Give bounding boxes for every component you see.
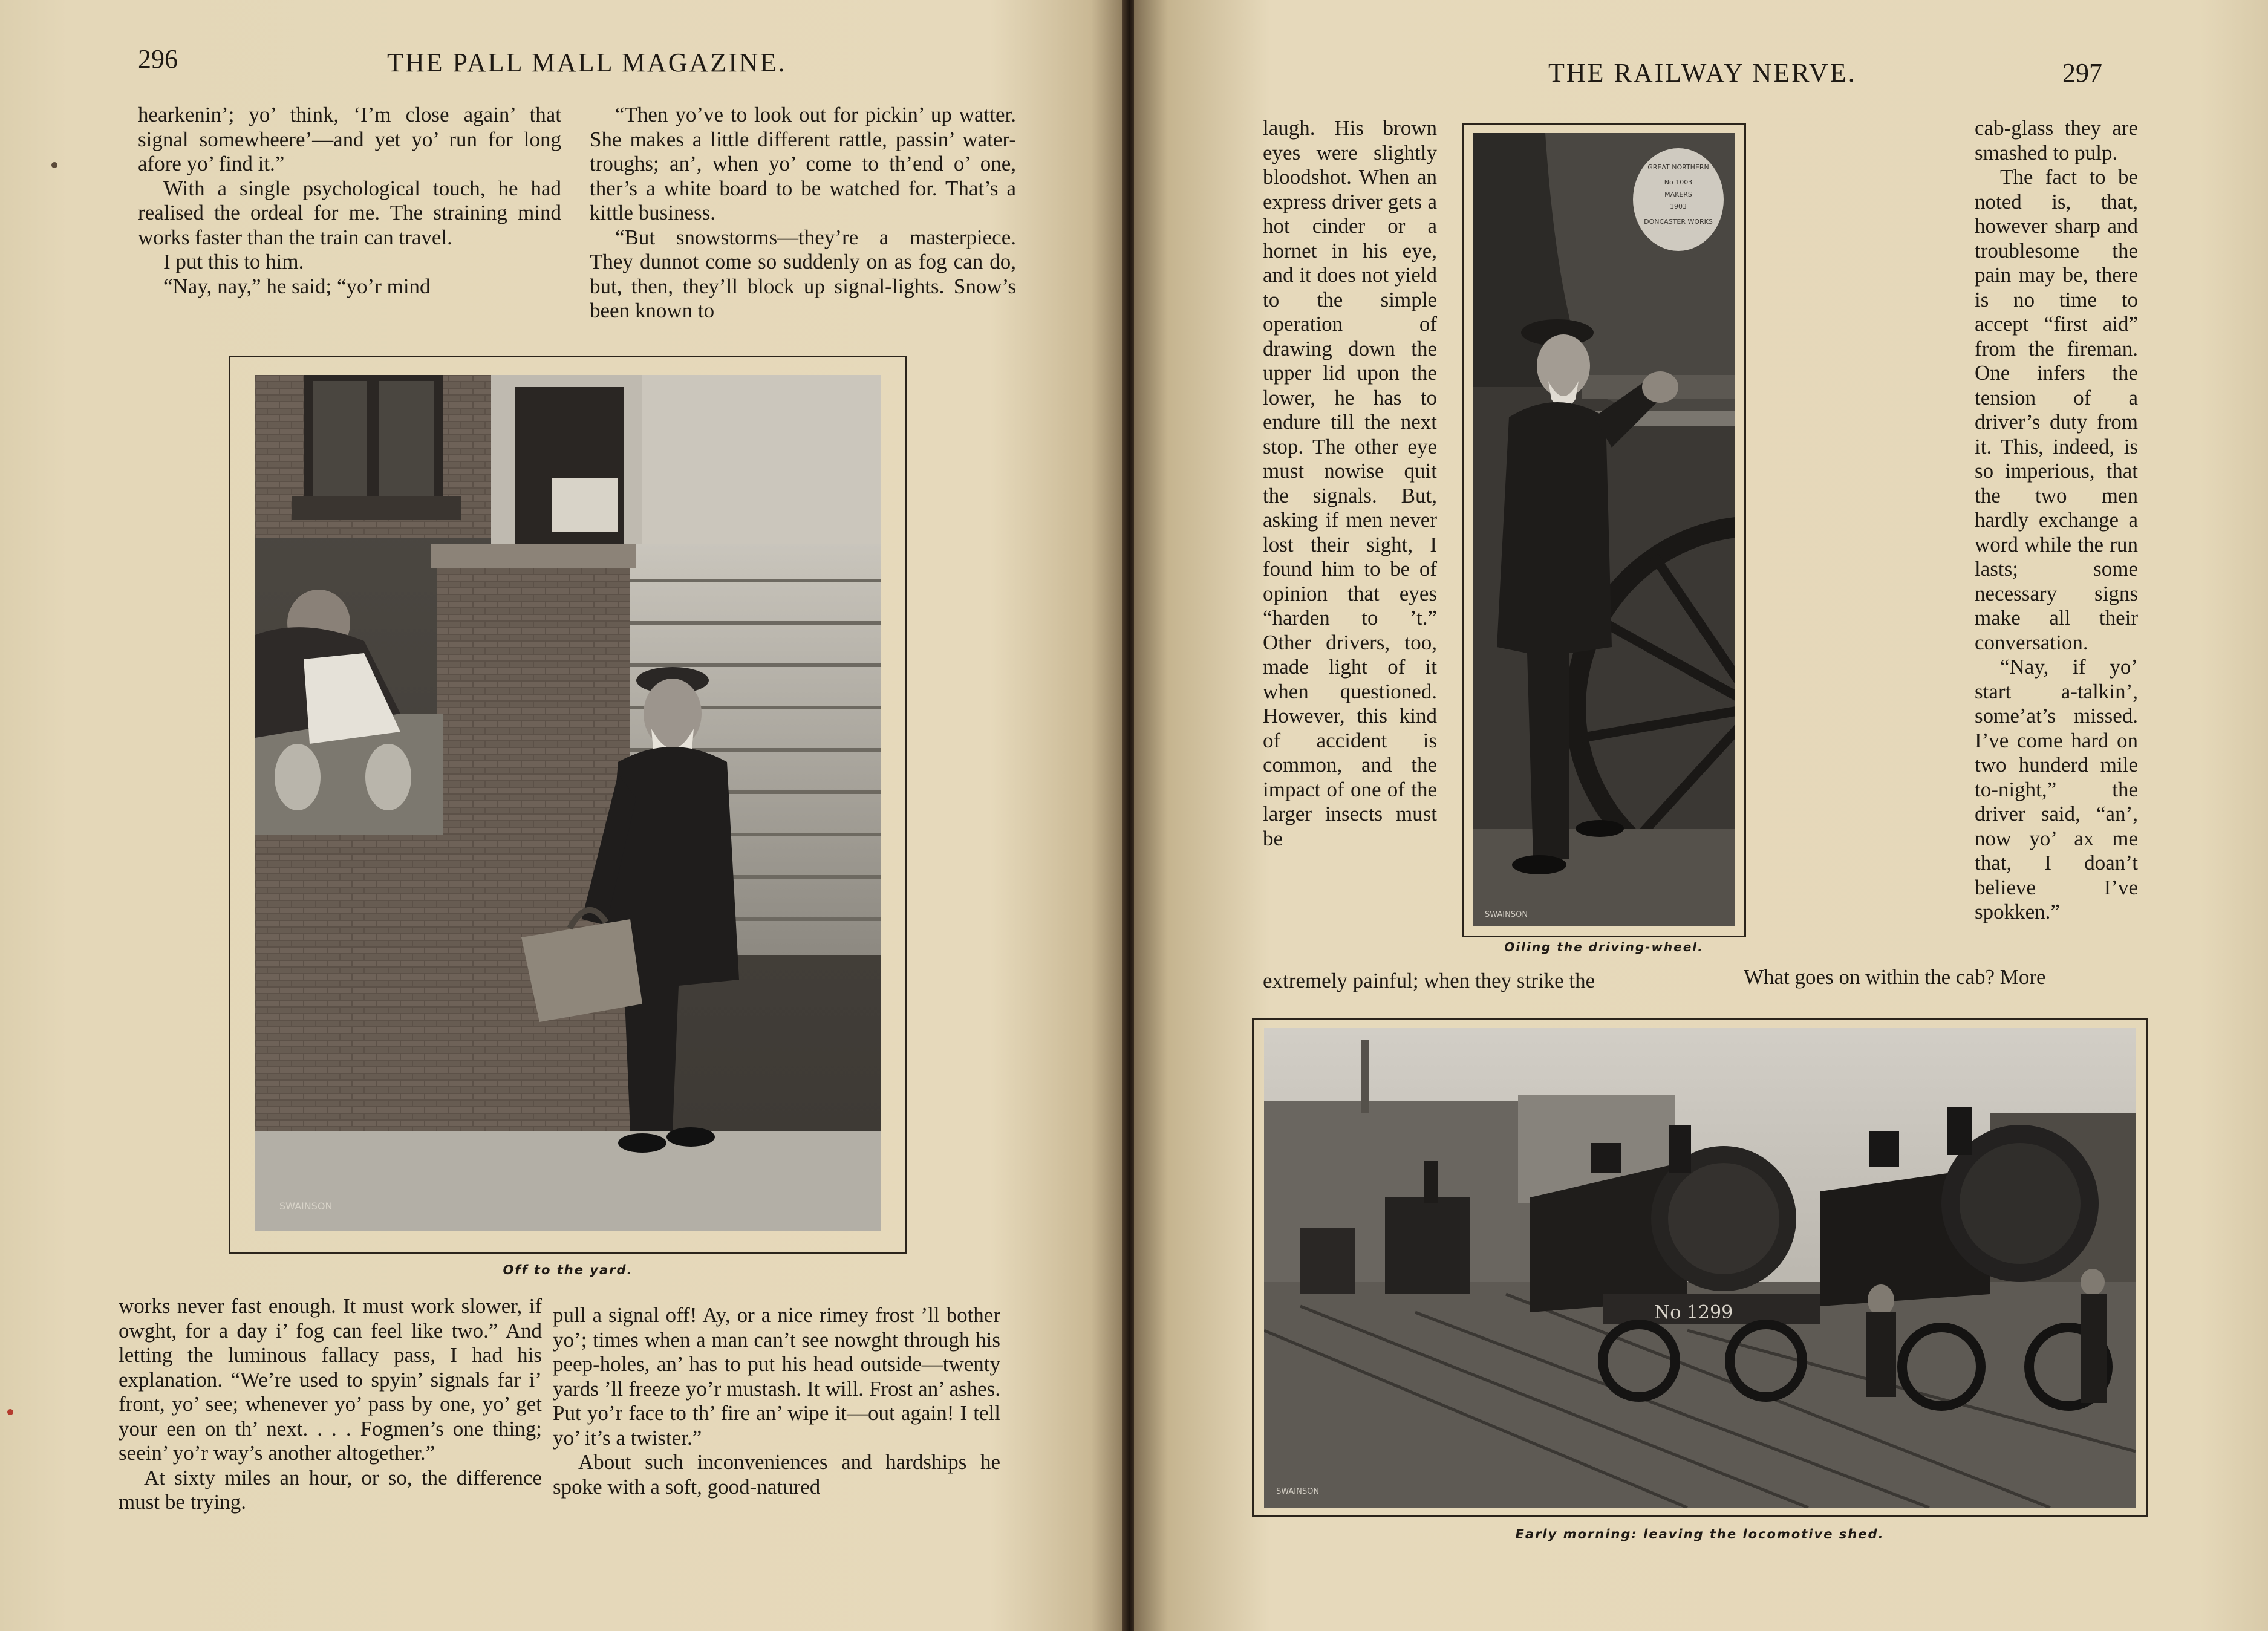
photo-early-morning-locomotive-shed [1264, 1028, 2136, 1508]
left-page [0, 0, 1125, 1631]
column-1-bottom [119, 1294, 542, 1515]
margin-mark [7, 1409, 13, 1415]
paragraph: The fact to be noted is, that, however sharp and troublesome the pain may be, there is no time to accept “first aid” from the fireman. One infers the tension of a driver’s duty from it. This, indeed, is so imperious, that the two men hardly exchange a word while the run lasts; some necessary signs make all their conversation. [1975, 165, 2138, 654]
column-1-top [138, 103, 561, 299]
paragraph: At sixty miles an hour, or so, the difference must be trying. [119, 1465, 542, 1514]
photo-signature: SWAINSON [279, 1200, 333, 1212]
running-head: THE RAILWAY NERVE. [1548, 58, 1857, 88]
margin-mark [51, 162, 57, 168]
plate-text: MAKERS [1664, 190, 1692, 198]
paragraph: “Then yo’ve to look out for pickin’ up watter. She makes a little different rattle, passin’ water-troughs; an’, when yo’ come to th’end o’ one, ther’s a white board to be watched for. That’s a kittle business. [590, 103, 1016, 224]
page-number: 297 [2062, 58, 2102, 88]
paragraph: “Nay, nay,” he said; “yo’r mind [163, 274, 431, 298]
paragraph: “Nay, if yo’ start a-talkin’, some’at’s missed. I’ve come hard on two hunderd mile to-night,” the driver said, “an’, now yo’ ax me that, I doan’t believe I’ve spokken.” [1975, 655, 2138, 923]
plate-text: DONCASTER WORKS [1644, 218, 1713, 226]
photo-off-to-the-yard [255, 375, 881, 1231]
photo-signature: SWAINSON [1276, 1487, 1320, 1496]
paragraph: works never fast enough. It must work slower, if owght, for a day i’ fog can feel like two.” And letting the luminous fallacy pass, I had his explanation. “We’re used to spyin’ signals far i’ front, yo’ see; whenever yo’ pass by one, yo’ get your een on th’ next. . . . Fogmen’s one thing; seein’ yo’r way’s another altogether.” [119, 1294, 542, 1465]
plate-text: No 1003 [1664, 178, 1693, 186]
column-2-top [590, 103, 1016, 324]
paragraph: About such inconveniences and hardships he spoke with a soft, good-natured [553, 1450, 1000, 1499]
photo-signature: SWAINSON [1485, 910, 1528, 919]
paragraph: I put this to him. [163, 250, 304, 273]
page-number: 296 [138, 44, 178, 74]
right-page [1134, 0, 2268, 1631]
paragraph: pull a signal off! Ay, or a nice rimey frost ’ll bother yo’; times when a man can’t see nowght through his peep-holes, an’ has to put his head outside—twenty yards ’ll freeze yo’r mustash. It will. Frost an’ ashes. Put yo’r face to th’ fire an’ wipe it—out again! I tell yo’ it’s a twister.” [553, 1303, 1000, 1450]
paragraph: hearkenin’; yo’ think, ‘I’m close again’ that signal somewheere’—and yet yo’ run for long afore yo’ find it.” [138, 103, 561, 175]
column-right [1975, 116, 2138, 925]
plate-text: GREAT NORTHERN [1647, 163, 1709, 171]
plate-text: 1903 [1670, 203, 1687, 210]
loco-number: No 1299 [1654, 1302, 1733, 1323]
bottom-line-right: What goes on within the cab? More [1744, 965, 2046, 989]
column-left: laugh. His brown eyes were slightly bloodshot. When an express driver gets a hot cinder or a hornet in his eye, and it does not yield to the simple operation of drawing down the upper lid upon the lower, he has to endure till the next stop. The other eye must nowise quit the signals. But, asking if men never lost their sight, I found him to be of opinion that eyes “harden to ’t.” Other drivers, too, made light of it when questioned. However, this kind of accident is common, and the impact of one of the larger insects must be [1263, 116, 1437, 850]
bottom-line-left: extremely painful; when they strike the [1263, 969, 1595, 992]
paragraph: “But snowstorms—they’re a masterpiece. They dunnot come so suddenly on as fog can do, but, then, they’ll block up signal-lights. Snow’s been known to [590, 225, 1016, 322]
figure-caption: Early morning: leaving the locomotive shed. [1515, 1527, 1885, 1541]
paragraph: With a single psychological touch, he had realised the ordeal for me. The straining mind works faster than the train can travel. [138, 176, 561, 249]
paragraph: cab-glass they are smashed to pulp. [1975, 116, 2138, 164]
running-head: THE PALL MALL MAGAZINE. [387, 48, 787, 77]
photo-oiling-the-driving-wheel [1473, 133, 1735, 926]
column-2-bottom [553, 1303, 1000, 1499]
figure-caption: Off to the yard. [503, 1263, 633, 1277]
figure-caption: Oiling the driving-wheel. [1504, 940, 1704, 954]
